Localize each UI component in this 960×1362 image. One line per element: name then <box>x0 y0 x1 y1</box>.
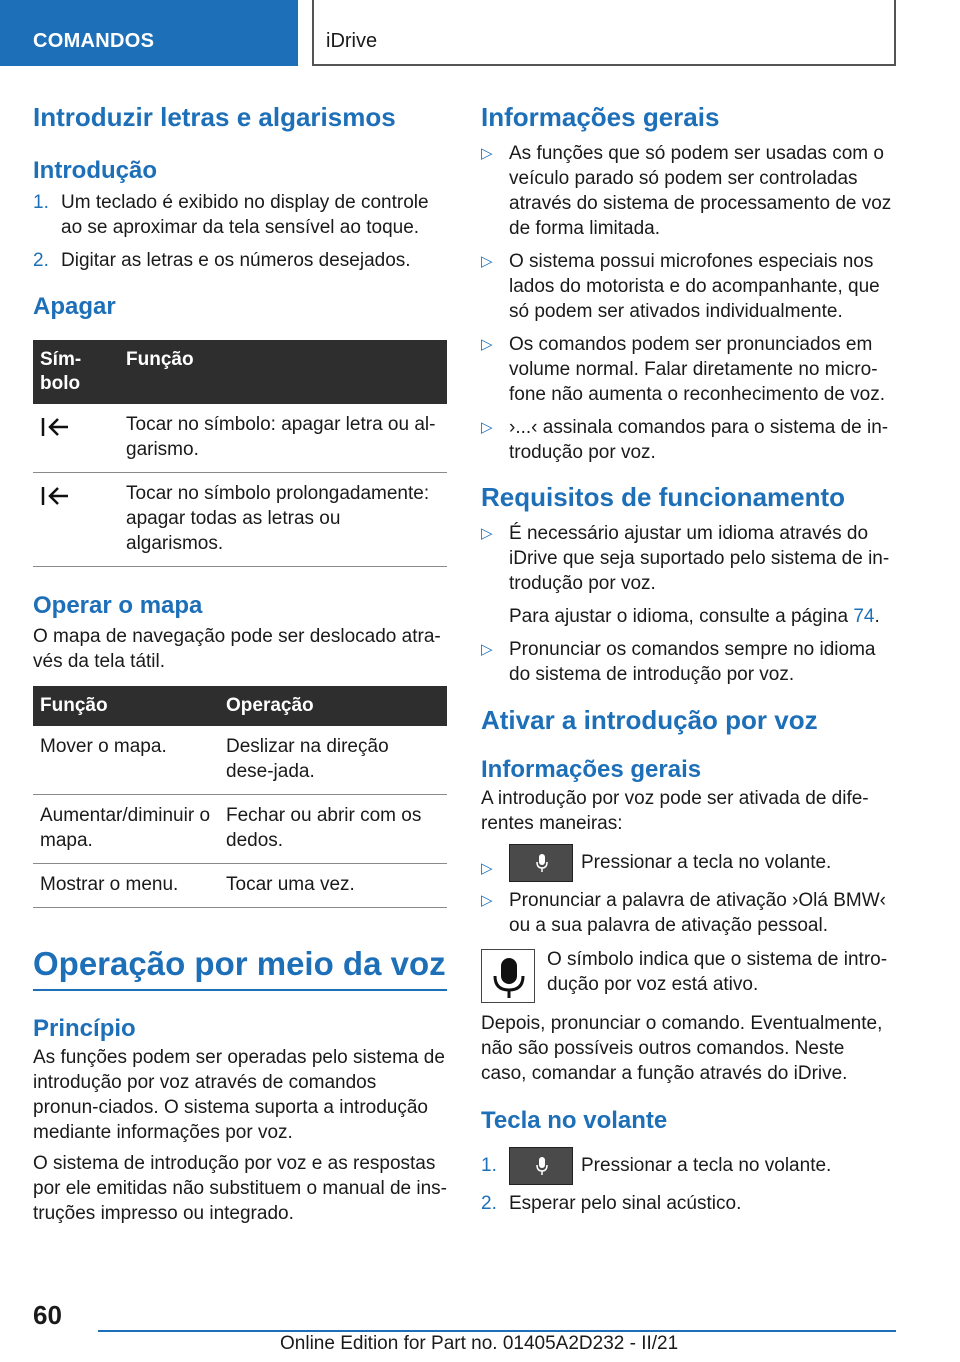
list-item: ▷ Os comandos podem ser pronunciados em volume normal. Falar diretamente no micro-fone não aumenta o reconhecimento de voz. <box>481 334 886 405</box>
table-row <box>33 404 447 473</box>
principle-text-1: As funções podem ser operadas pelo sistema de introdução por voz através de comandos pronun-ciados. O sistema suporta a introdução mediante informações por voz. <box>33 1047 445 1143</box>
voice-button-icon <box>509 1147 573 1185</box>
activate-subheading: Informações gerais <box>481 756 702 783</box>
map-text: O mapa de navegação pode ser deslocado atra-vés da tela tátil. <box>33 626 441 672</box>
bullet-triangle-icon: ▷ <box>481 336 493 353</box>
microphone-icon <box>481 949 535 1003</box>
table-cell: Mostrar o menu. <box>33 864 219 908</box>
list-item: 2. Digitar as letras e os números desejados. <box>33 250 411 271</box>
bullet-triangle-icon: ▷ <box>481 525 493 542</box>
page-number: 60 <box>33 1300 62 1330</box>
table-header: Operação <box>219 686 447 726</box>
bullet-triangle-icon: ▷ <box>481 860 493 877</box>
bullet-triangle-icon: ▷ <box>481 641 493 658</box>
table-row <box>33 795 447 864</box>
table-row <box>33 473 447 567</box>
footer-divider <box>98 1330 896 1332</box>
voice-active-note: O símbolo indica que o sistema de intro-dução por voz está ativo. <box>481 947 894 1003</box>
table-cell: Tocar no símbolo: apagar letra ou al-garismo. <box>119 404 447 473</box>
intro-steps <box>33 190 447 273</box>
edition-footer: Online Edition for Part no. 01405A2D232 - II/21 <box>280 1333 679 1354</box>
list-item: 1. Um teclado é exibido no display de controle ao se aproximar da tela sensível ao toque. <box>33 192 429 238</box>
section-label: COMANDOS <box>33 30 155 52</box>
table-row <box>33 864 447 908</box>
delete-table <box>33 340 447 567</box>
bullet-triangle-icon: ▷ <box>481 892 493 910</box>
page-link[interactable]: 74 <box>853 606 875 627</box>
list-item: ▷ É necessário ajustar um idioma através do iDrive que seja suportado pelo sistema de in-trodução por voz. Para ajustar o idioma, consulte a página 74. <box>481 523 890 627</box>
general-heading: Informações gerais <box>481 102 720 132</box>
list-item: ▷ Pronunciar os comandos sempre no idioma do sistema de introdução por voz. <box>481 639 876 685</box>
list-item: ▷ As funções que só podem ser usadas com o veículo parado só podem ser controladas através do sistema de processamento de voz de forma limitada. <box>481 143 892 239</box>
delete-heading: Apagar <box>33 293 116 320</box>
map-table <box>33 686 447 908</box>
voice-button-icon <box>509 844 573 882</box>
list-item: ▷ Pressionar a tecla no volante. <box>481 844 894 882</box>
backspace-icon <box>33 473 119 567</box>
voice-title: Operação por meio da voz <box>33 942 447 991</box>
section-tab <box>0 0 298 66</box>
chapter-tab <box>312 0 896 66</box>
map-heading: Operar o mapa <box>33 592 203 619</box>
principle-text-2: O sistema de introdução por voz e as respostas por ele emitidas não substituem o manual de ins-truções impresso ou integrado. <box>33 1153 448 1224</box>
activate-intro: A introdução por voz pode ser ativada de dife-rentes maneiras: <box>481 788 869 834</box>
table-header: Função <box>33 686 219 726</box>
backspace-icon <box>33 404 119 473</box>
table-cell: Deslizar na direção dese-jada. <box>219 726 447 795</box>
left-column <box>33 100 447 1226</box>
list-item: ▷ O sistema possui microfones especiais nos lados do motorista e do acompanhante, que só podem ser ativados individualmente. <box>481 251 880 322</box>
chapter-label: iDrive <box>326 30 378 52</box>
requirements-heading: Requisitos de funcionamento <box>481 482 846 512</box>
intro-heading: Introdução <box>33 157 157 184</box>
after-text: Depois, pronunciar o comando. Eventualmente, não são possíveis outros comandos. Neste caso, comandar a função através do iDrive. <box>481 1013 883 1085</box>
general-list <box>481 141 894 465</box>
table-cell: Tocar no símbolo prolongadamente: apagar todas as letras ou algarismos. <box>119 473 447 567</box>
wheel-steps <box>481 1147 894 1216</box>
table-cell: Fechar ou abrir com os dedos. <box>219 795 447 864</box>
wheel-heading: Tecla no volante <box>481 1107 668 1135</box>
requirements-list <box>481 521 894 687</box>
table-row <box>33 726 447 795</box>
activate-heading: Ativar a introdução por voz <box>481 705 818 735</box>
list-item: 1. Pressionar a tecla no volante. <box>481 1147 894 1185</box>
bullet-triangle-icon: ▷ <box>481 419 493 436</box>
bullet-triangle-icon: ▷ <box>481 253 493 270</box>
list-item: ▷ Pronunciar a palavra de ativação ›Olá BMW‹ ou a sua palavra de ativação pessoal. <box>481 890 886 937</box>
list-item: 2. Esperar pelo sinal acústico. <box>481 1193 742 1215</box>
table-header: Função <box>119 340 447 404</box>
right-column <box>481 100 894 1216</box>
bullet-triangle-icon: ▷ <box>481 145 493 162</box>
principle-heading: Princípio <box>33 1015 136 1042</box>
table-cell: Aumentar/diminuir o mapa. <box>33 795 219 864</box>
list-item: ▷ ›...‹ assinala comandos para o sistema de in-trodução por voz. <box>481 417 889 463</box>
input-title: Introduzir letras e algarismos <box>33 102 396 132</box>
table-header: Sím- bolo <box>33 340 119 404</box>
table-cell: Mover o mapa. <box>33 726 219 795</box>
table-cell: Tocar uma vez. <box>219 864 447 908</box>
activate-list <box>481 844 894 938</box>
